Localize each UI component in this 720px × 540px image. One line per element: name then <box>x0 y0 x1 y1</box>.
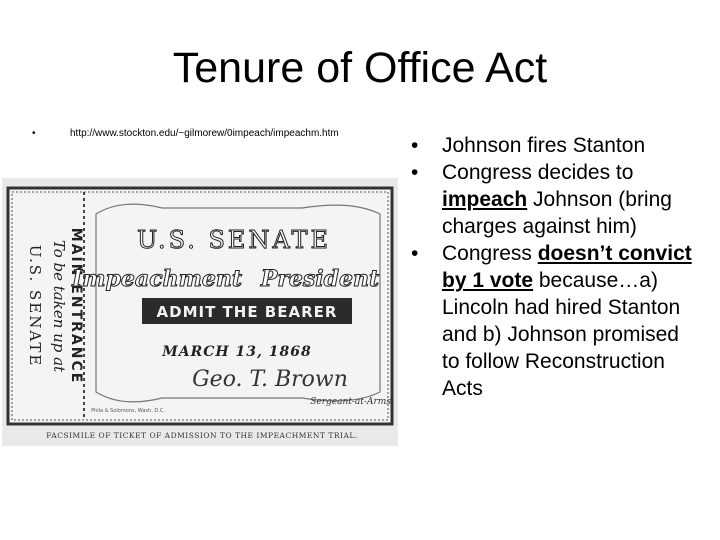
emphasis-convict: doesn’t convict by 1 vote <box>442 242 692 292</box>
ticket-signature: Geo. T. Brown <box>192 367 348 392</box>
ticket-image <box>2 178 398 446</box>
list-item <box>402 159 702 240</box>
bullet-marker: • <box>411 134 419 157</box>
ticket-date: MARCH 13, 1868 <box>162 344 312 360</box>
stub-senate: U.S. SENATE <box>26 244 44 368</box>
list-item <box>402 240 702 402</box>
slide-title: Tenure of Office Act <box>172 44 548 92</box>
list-item <box>402 132 702 159</box>
bullet-marker: • <box>411 242 419 265</box>
bullet-marker: • <box>411 161 419 184</box>
bullet-list <box>402 132 702 402</box>
emphasis-impeach: impeach <box>442 188 528 211</box>
bullet-text-post: because…a) Lincoln had hired Stanton and b) Johnson promised to follow Reconstruction Acts <box>442 269 681 400</box>
ticket-president: President <box>260 266 380 292</box>
bullet-text-pre: Congress decides to <box>442 161 634 184</box>
ticket-printer: Phila & Solomons, Wash. D.C. <box>91 408 165 414</box>
ticket-header: U.S. SENATE <box>136 226 332 254</box>
ticket-admit: ADMIT THE BEARER <box>156 303 338 321</box>
ticket-caption: FACSIMILE OF TICKET OF ADMISSION TO THE IMPEACHMENT TRIAL. <box>46 431 358 440</box>
ticket-impeachment: Impeachment <box>71 266 243 292</box>
bullet-text-post: Johnson (bring charges against him) <box>442 188 672 238</box>
bullet-text-pre: Congress <box>442 242 538 265</box>
bullet-text: Johnson fires Stanton <box>442 134 646 157</box>
source-url[interactable]: http://www.stockton.edu/~gilmorew/0impeach/impeachm.htm <box>70 128 339 139</box>
bullet-marker: • <box>32 128 36 139</box>
source-line <box>32 128 339 139</box>
stub-taken-up: To be taken up at <box>50 239 68 373</box>
stub-main-entrance: MAIN ENTRANCE <box>68 227 84 385</box>
ticket-signature-title: Sergeant-at-Arms. <box>310 397 394 407</box>
